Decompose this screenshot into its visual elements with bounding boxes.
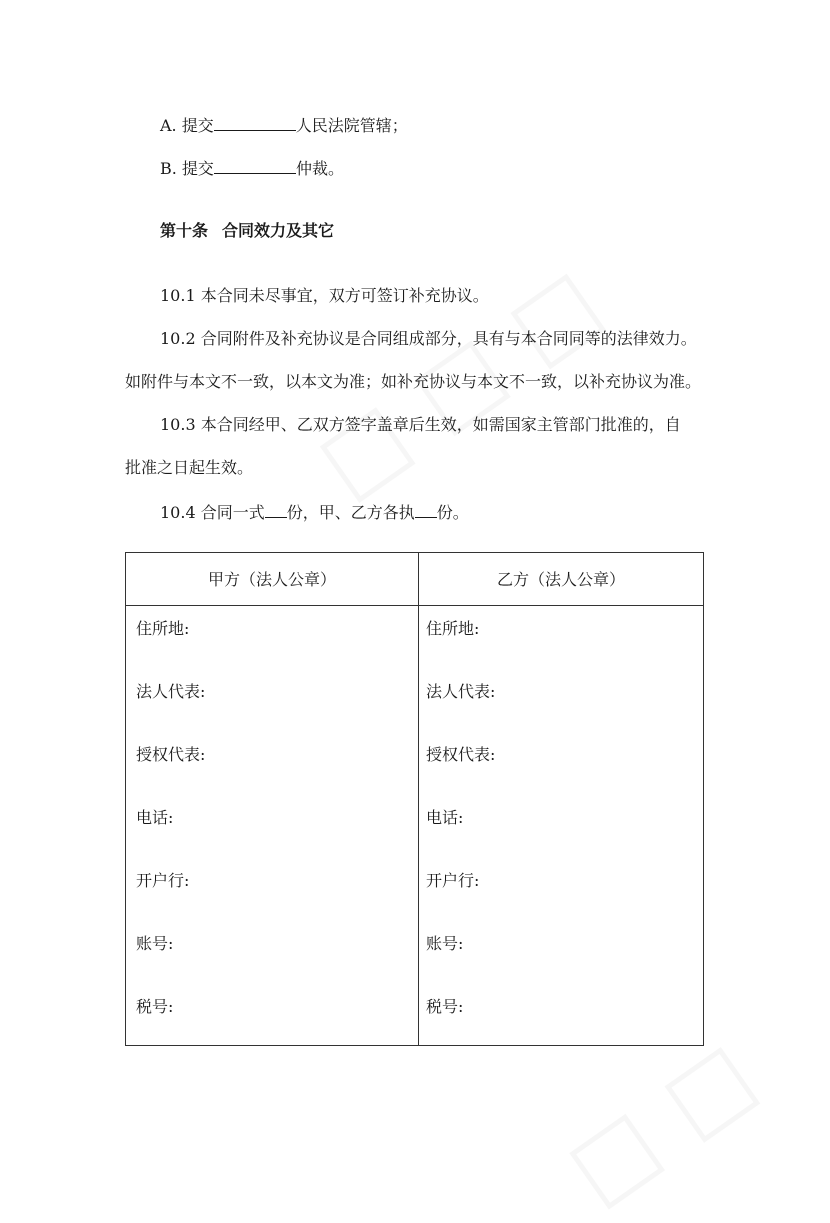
party-a-phone-label: 电话: [136,808,174,827]
p4-part-c: 份。 [436,503,469,522]
article-number: 第十条 [160,221,209,240]
party-a-legal-rep-label: 法人代表: [136,682,206,701]
clause-b-suffix: 仲裁。 [295,159,344,178]
paragraph-10-3-cont: 批准之日起生效。 [125,458,254,477]
party-b-legal-rep-label: 法人代表: [426,682,496,701]
party-b-header: 乙方（法人公章） [496,570,625,589]
party-b-bank-label: 开户行: [426,871,480,890]
column-divider [418,553,419,1045]
fill-blank [214,156,296,174]
fill-blank [265,500,287,518]
party-b-tax-id-label: 税号: [426,997,464,1016]
article-title: 合同效力及其它 [222,221,335,240]
clause-b [160,156,344,180]
p4-part-b: 份，甲、乙方各执 [286,503,415,522]
party-a-address-label: 住所地: [136,619,190,638]
watermark [548,1022,773,1223]
p4-part-a: 10.4 合同一式 [160,503,265,522]
paragraph-10-2-cont: 如附件与本文不一致，以本文为准；如补充协议与本文不一致，以补充协议为准。 [125,372,702,391]
party-a-bank-label: 开户行: [136,871,190,890]
party-a-account-label: 账号: [136,934,174,953]
header-divider [126,605,703,606]
fill-blank [214,113,296,131]
signature-table [125,552,704,1046]
party-a-authorized-rep-label: 授权代表: [136,745,206,764]
clause-a-suffix: 人民法院管辖； [295,116,408,135]
fill-blank [415,500,437,518]
party-b-authorized-rep-label: 授权代表: [426,745,496,764]
party-b-account-label: 账号: [426,934,464,953]
clause-a [160,113,408,137]
paragraph-10-2: 10.2 合同附件及补充协议是合同组成部分，具有与本合同同等的法律效力。 [160,329,697,348]
party-b-address-label: 住所地: [426,619,480,638]
paragraph-10-4 [160,500,469,524]
party-b-phone-label: 电话: [426,808,464,827]
paragraph-10-1: 10.1 本合同未尽事宜，双方可签订补充协议。 [160,286,489,305]
clause-a-prefix: A. 提交 [160,116,214,135]
party-a-header: 甲方（法人公章） [207,570,336,589]
paragraph-10-3: 10.3 本合同经甲、乙双方签字盖章后生效，如需国家主管部门批准的，自 [160,415,681,434]
article-heading [160,220,334,242]
clause-b-prefix: B. 提交 [160,159,214,178]
party-a-tax-id-label: 税号: [136,997,174,1016]
